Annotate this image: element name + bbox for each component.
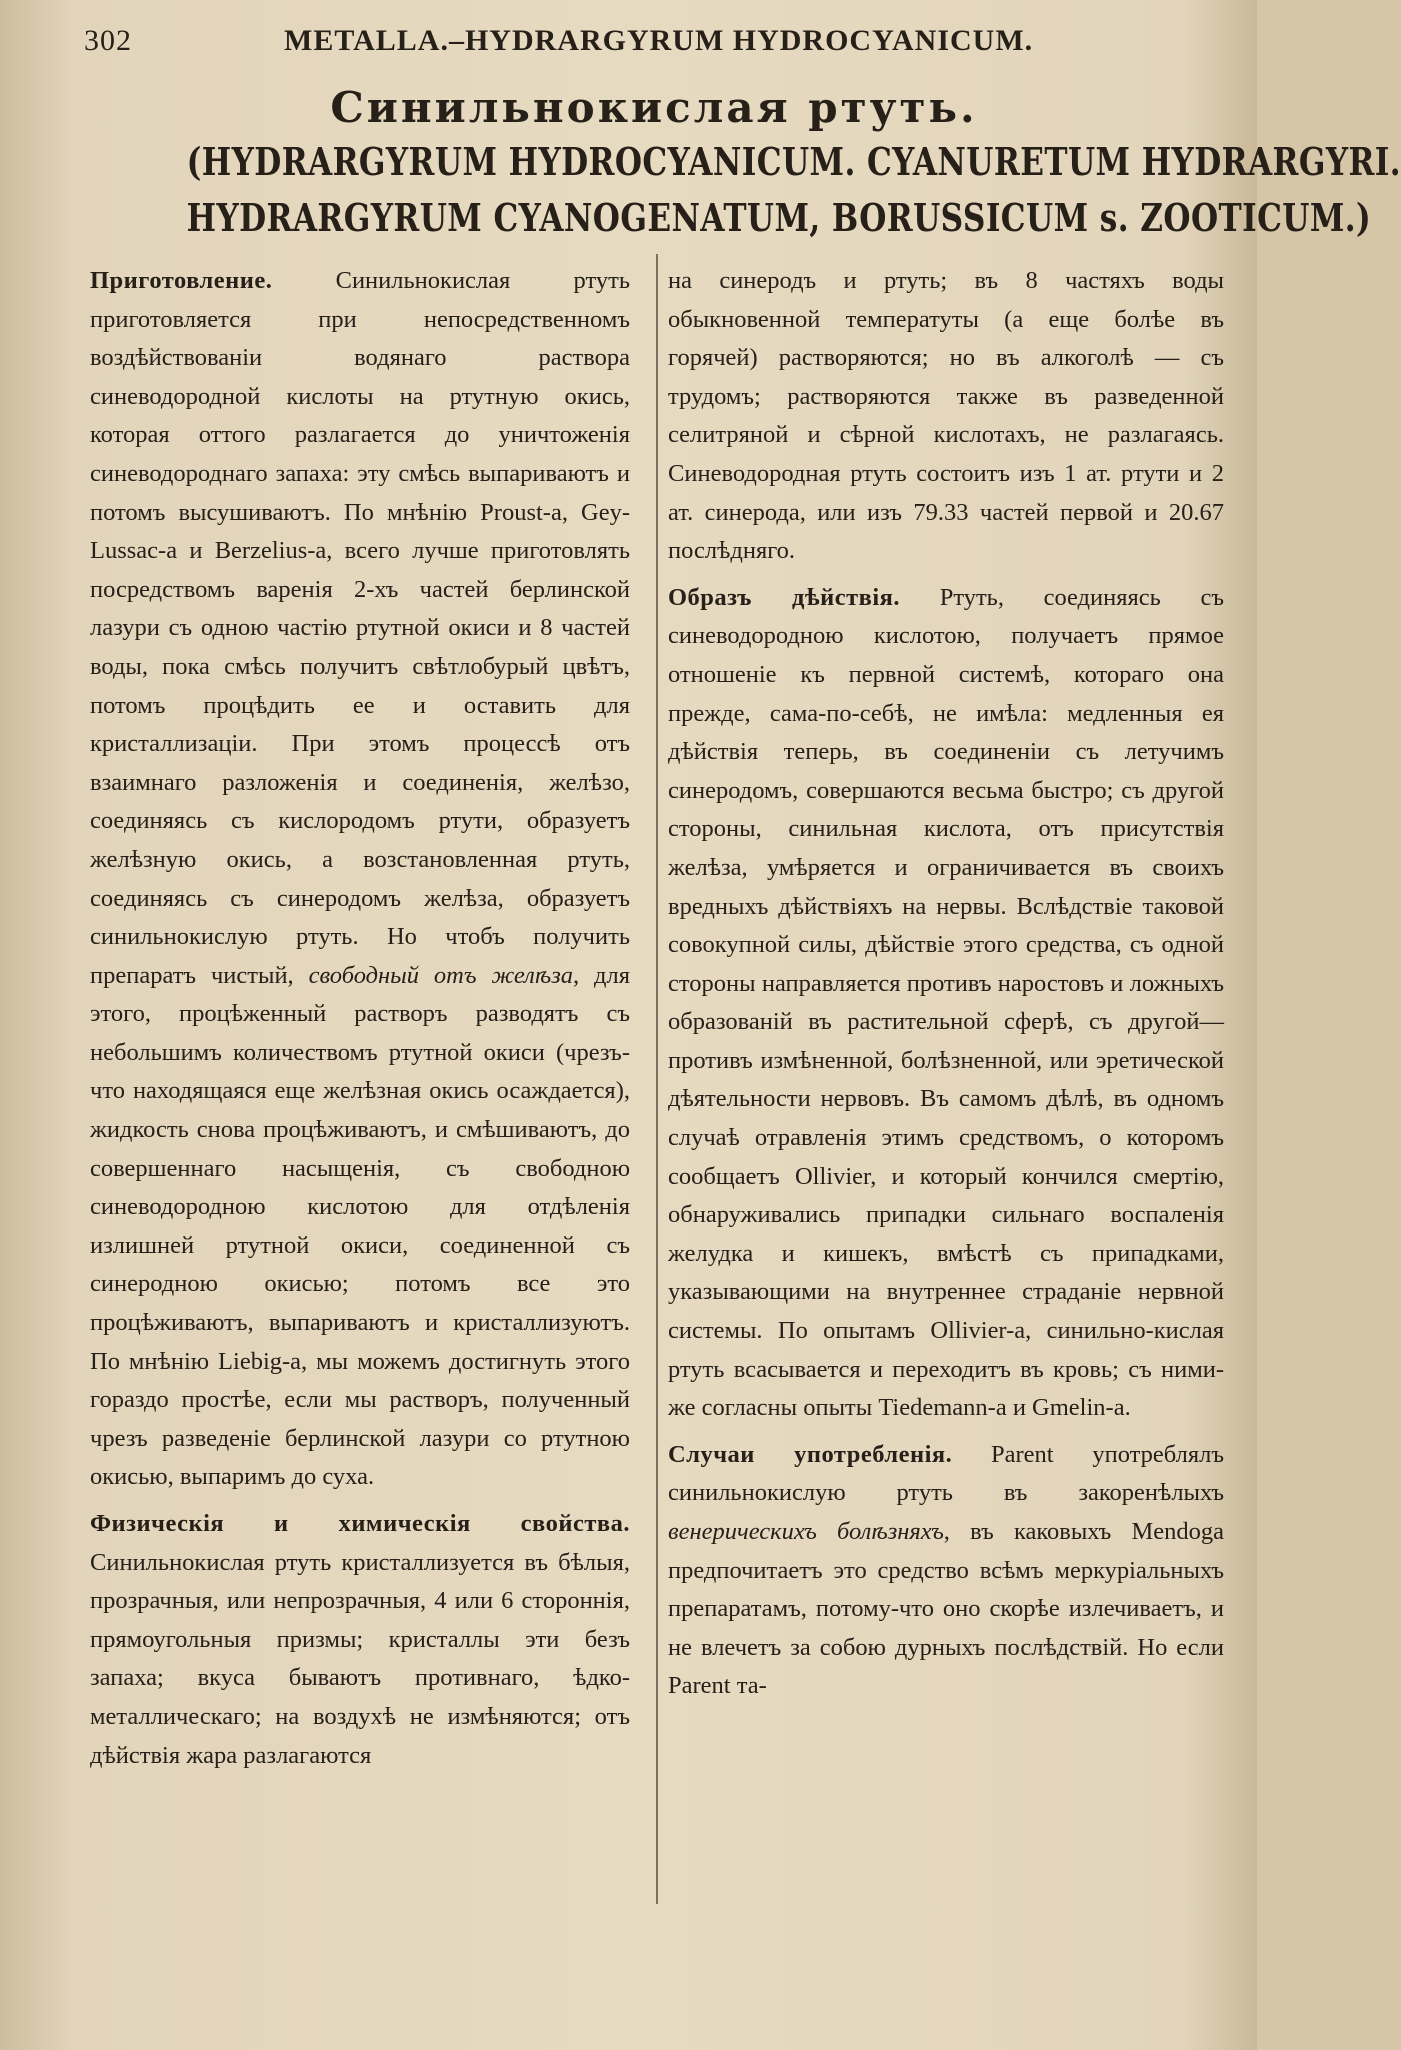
paragraph-properties	[90, 1505, 630, 1775]
heading-action: Образъ дѣйствія.	[668, 583, 901, 611]
heading-properties: Физическія и химическія свойства.	[90, 1510, 630, 1537]
running-title: METALLA.–HYDRARGYRUM HYDROCYANICUM.	[284, 24, 1034, 57]
action-text: Ртуть, соединяясь съ синеводородною кислотою, получаетъ прямое отношеніе къ первной системѣ, котораго она прежде, сама-по-себѣ, не имѣла: медленныя ея дѣйствія теперь, въ соединеніи съ летучимъ синеродомъ, совершаются весьма быстро; съ другой стороны, синильная кислота, отъ присутствія желѣза, умѣряется и ограничивается въ своихъ вредныхъ дѣйствіяхъ на нервы. Вслѣдствіе таковой совокупной силы, дѣйствіе этого средства, съ одной стороны направляется противъ наростовъ и ложныхъ образованій въ растительной сферѣ, съ другой—противъ измѣненной, болѣзненной, или эретической дѣятельности нервовъ. Въ самомъ дѣлѣ, въ одномъ случаѣ отравленія этимъ средствомъ, о которомъ сообщаетъ Ollivier, и который кончился смертію, обнаруживались припадки сильнаго воспаленія желудка и кишекъ, вмѣстѣ съ припадками, указывающими на внутреннее страданіе нервной системы. По опытамъ Ollivier-а, синильно-кислая ртуть всасывается и переходитъ въ кровь; съ ними-же согласны опыты Tiedemann-а и Gmelin-а.	[668, 583, 1224, 1422]
article-title-russian: Синильнокислая ртуть.	[330, 83, 978, 132]
page-number: 302	[84, 24, 132, 57]
heading-uses: Случаи употребленія.	[668, 1440, 953, 1468]
properties-text: Синильнокислая ртуть кристаллизуется въ бѣлыя, прозрачныя, или непрозрачныя, 4 или 6 стороннія, прямоугольныя призмы; кристаллы эти безъ запаха; вкуса бываютъ противнаго, ѣдко-металлическаго; на воздухѣ не измѣняются; отъ дѣйствія жара разлагаются	[90, 1548, 630, 1769]
paragraph-preparation	[90, 262, 630, 1497]
paragraph-action	[668, 579, 1224, 1428]
properties-continued-text: на синеродъ и ртуть; въ 8 частяхъ воды обыкновенной температуты (а еще болѣе въ горячей) растворяются; но въ алкоголѣ — съ трудомъ; растворяются также въ разведенной селитряной и сѣрной кислотахъ, не разлагаясь. Синеводородная ртуть состоитъ изъ 1 ат. ртути и 2 ат. синерода, или изъ 79.33 частей первой и 20.67 послѣдняго.	[668, 267, 1224, 565]
preparation-text-b: , для этого, процѣженный растворъ разводятъ съ небольшимъ количествомъ ртутной окиси (чрезъ-что находящаяся еще желѣзная окись осаждается), жидкость снова процѣживаютъ, и смѣшиваютъ, до совершеннаго насыщенія, съ свободною синеводородною кислотою для отдѣленія излишней ртутной окиси, соединенной съ синеродною окисью; потомъ все это процѣживаютъ, выпариваютъ и кристаллизуютъ. По мнѣнію Liebig-а, мы можемъ достигнуть этого гораздо простѣе, если мы растворъ, полученный чрезъ разведеніе берлинской лазури со ртутною окисью, выпаримъ до суха.	[90, 961, 630, 1491]
uses-italic: венерическихъ болѣзняхъ	[668, 1518, 944, 1545]
paragraph-properties-continued	[668, 262, 1224, 571]
uses-text-b: , въ каковыхъ Mendoga предпочитаетъ это средство всѣмъ меркуріальныхъ препаратамъ, потому-что оно скорѣе излечиваетъ, и не влечетъ за собою дурныхъ послѣдствій. Но если Parent та-	[668, 1518, 1224, 1700]
article-title-latin-line-1: (HYDRARGYRUM HYDROCYANICUM. CYANURETUM HYDRARGYRI.	[186, 139, 1401, 184]
article-title-latin-line-2: HYDRARGYRUM CYANOGENATUM, BORUSSICUM s. ZOOTICUM.)	[186, 195, 1372, 240]
preparation-italic: свободный отъ желѣза	[308, 961, 574, 989]
left-column	[90, 262, 630, 1775]
paragraph-uses	[668, 1436, 1224, 1706]
running-head	[84, 24, 1217, 64]
article-title-block	[84, 82, 1401, 246]
preparation-text-a: Синильнокислая ртуть приготовляется при непосредственномъ воздѣйствованіи водянаго раствора синеводородной кислоты на ртутную окись, которая оттого разлагается до уничтоженія синеводороднаго запаха: эту смѣсь выпариваютъ и потомъ высушиваютъ. По мнѣнію Proust-а, Gey-Lussac-а и Berzelius-а, всего лучше приготовлять посредствомъ варенія 2-хъ частей берлинской лазури съ одною частію ртутной окиси и 8 частей воды, пока смѣсь получитъ свѣтлобурый цвѣтъ, потомъ процѣдить ее и оставить для кристаллизаціи. При этомъ процессѣ отъ взаимнаго разложенія и соединенія, желѣзо, соединяясь съ кислородомъ ртути, образуетъ желѣзную окись, а возстановленная ртуть, соединяясь съ синеродомъ желѣза, образуетъ синильнокислую ртуть. Но чтобъ получить препаратъ чистый,	[90, 267, 630, 989]
column-divider	[656, 254, 658, 1904]
right-column	[668, 262, 1224, 1706]
uses-text-a: Parent употреблялъ синильнокислую ртуть въ закоренѣлыхъ	[668, 1440, 1224, 1507]
heading-preparation: Приготовление.	[90, 267, 273, 294]
